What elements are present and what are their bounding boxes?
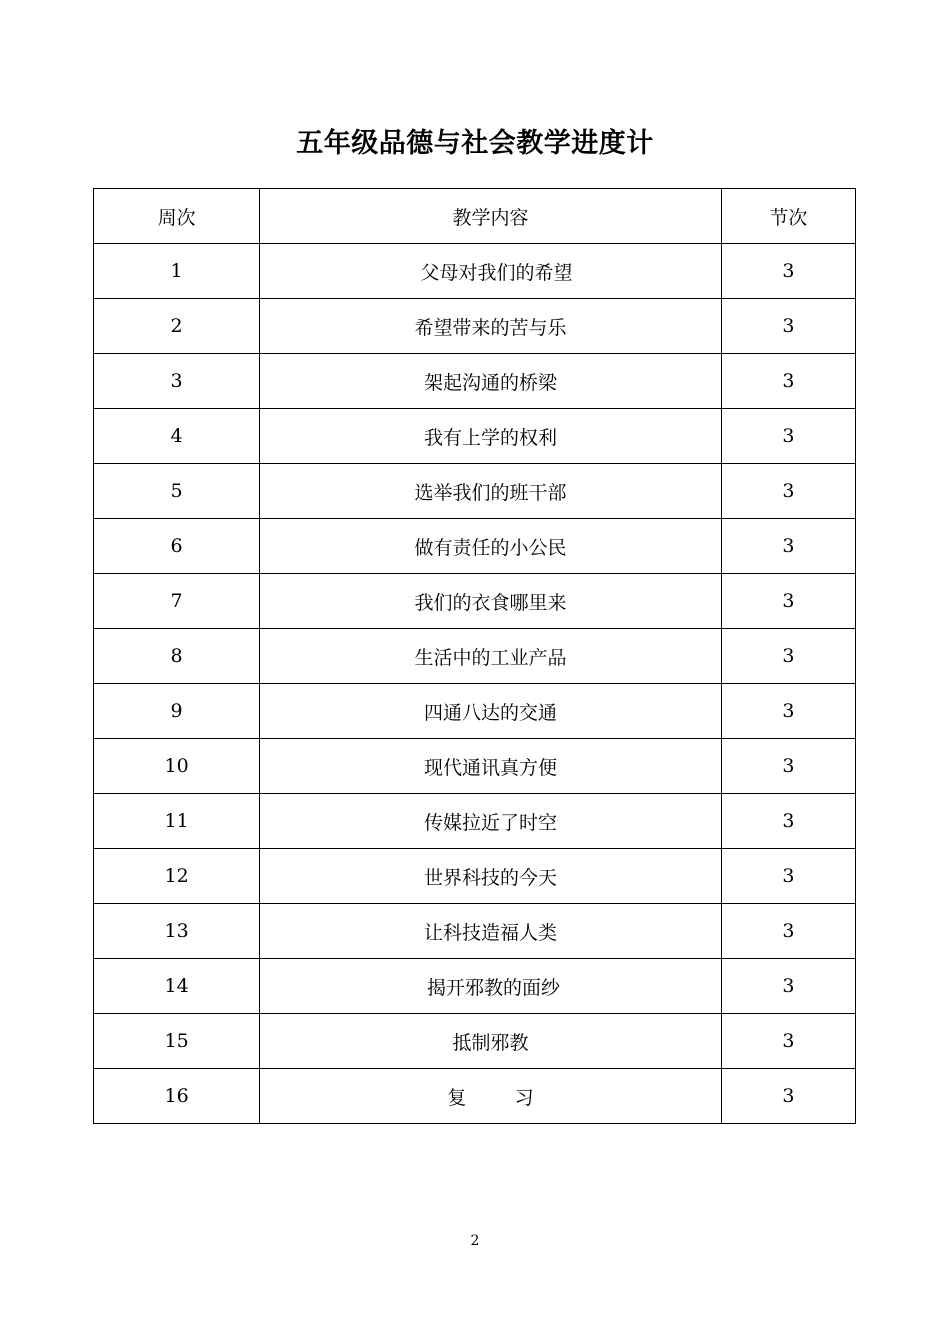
cell-content: 让科技造福人类 xyxy=(260,904,722,959)
cell-week: 12 xyxy=(94,849,260,904)
table-row xyxy=(94,794,856,849)
cell-content: 我们的衣食哪里来 xyxy=(260,574,722,629)
cell-week: 1 xyxy=(94,244,260,299)
cell-week: 9 xyxy=(94,684,260,739)
cell-week: 10 xyxy=(94,739,260,794)
header-content: 教学内容 xyxy=(260,189,722,244)
cell-content: 架起沟通的桥梁 xyxy=(260,354,722,409)
cell-content: 揭开邪教的面纱 xyxy=(260,959,722,1014)
cell-week: 2 xyxy=(94,299,260,354)
table-row xyxy=(94,299,856,354)
cell-content: 复 习 xyxy=(260,1069,722,1124)
table-row xyxy=(94,244,856,299)
cell-content: 父母对我们的希望 xyxy=(260,244,722,299)
page-number: 2 xyxy=(470,1233,480,1249)
cell-hours: 3 xyxy=(721,684,855,739)
table-row xyxy=(94,959,856,1014)
cell-week: 13 xyxy=(94,904,260,959)
cell-hours: 3 xyxy=(721,794,855,849)
cell-hours: 3 xyxy=(721,959,855,1014)
cell-week: 15 xyxy=(94,1014,260,1069)
cell-content: 生活中的工业产品 xyxy=(260,629,722,684)
table-row xyxy=(94,629,856,684)
table-row xyxy=(94,574,856,629)
table-row xyxy=(94,849,856,904)
cell-content: 抵制邪教 xyxy=(260,1014,722,1069)
cell-hours: 3 xyxy=(721,464,855,519)
cell-hours: 3 xyxy=(721,409,855,464)
table-row xyxy=(94,464,856,519)
cell-hours: 3 xyxy=(721,904,855,959)
schedule-table xyxy=(93,188,856,1124)
table-row xyxy=(94,354,856,409)
table-row xyxy=(94,519,856,574)
cell-week: 14 xyxy=(94,959,260,1014)
table-header-row xyxy=(94,189,856,244)
cell-content: 现代通讯真方便 xyxy=(260,739,722,794)
cell-week: 8 xyxy=(94,629,260,684)
cell-hours: 3 xyxy=(721,1014,855,1069)
cell-week: 16 xyxy=(94,1069,260,1124)
cell-week: 11 xyxy=(94,794,260,849)
cell-content: 做有责任的小公民 xyxy=(260,519,722,574)
cell-hours: 3 xyxy=(721,574,855,629)
cell-week: 5 xyxy=(94,464,260,519)
cell-week: 4 xyxy=(94,409,260,464)
cell-content: 世界科技的今天 xyxy=(260,849,722,904)
cell-hours: 3 xyxy=(721,354,855,409)
header-hours: 节次 xyxy=(721,189,855,244)
table-row xyxy=(94,739,856,794)
cell-week: 3 xyxy=(94,354,260,409)
cell-week: 7 xyxy=(94,574,260,629)
cell-week: 6 xyxy=(94,519,260,574)
page-title: 五年级品德与社会教学进度计 xyxy=(296,128,654,159)
cell-content: 希望带来的苦与乐 xyxy=(260,299,722,354)
table-row xyxy=(94,1069,856,1124)
cell-hours: 3 xyxy=(721,244,855,299)
table-row xyxy=(94,684,856,739)
cell-content: 我有上学的权利 xyxy=(260,409,722,464)
cell-hours: 3 xyxy=(721,519,855,574)
cell-content: 传媒拉近了时空 xyxy=(260,794,722,849)
table-body xyxy=(94,244,856,1124)
table-row xyxy=(94,1014,856,1069)
table-row xyxy=(94,904,856,959)
cell-hours: 3 xyxy=(721,1069,855,1124)
cell-hours: 3 xyxy=(721,739,855,794)
header-week: 周次 xyxy=(94,189,260,244)
table-row xyxy=(94,409,856,464)
cell-content: 选举我们的班干部 xyxy=(260,464,722,519)
cell-hours: 3 xyxy=(721,629,855,684)
cell-content: 四通八达的交通 xyxy=(260,684,722,739)
cell-hours: 3 xyxy=(721,849,855,904)
cell-hours: 3 xyxy=(721,299,855,354)
